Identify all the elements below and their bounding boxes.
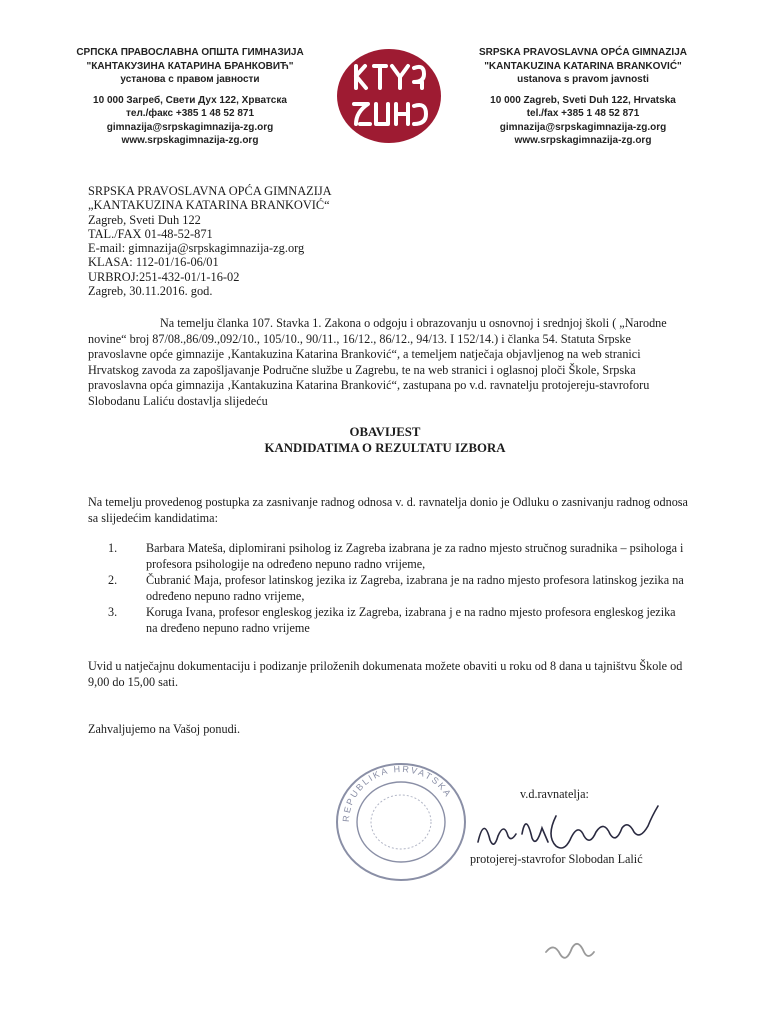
list-item-text: Čubranić Maja, profesor latinskog jezika iz Zagreba, izabrana je na radno mjesto profesora latinskog jezika na određeno nepuno radno vrijeme, [146, 573, 684, 603]
school-logo [334, 46, 444, 146]
list-item-number: 1. [108, 541, 118, 555]
sender-name: SRPSKA PRAVOSLAVNA OPĆA GIMNAZIJA [88, 184, 332, 198]
scribble-stroke [546, 944, 594, 958]
list-item [108, 541, 688, 572]
margin-scribble [540, 932, 600, 972]
list-item-number: 3. [108, 605, 118, 619]
notice-title [88, 425, 682, 456]
list-item-number: 2. [108, 573, 118, 587]
signature-stroke [478, 806, 658, 848]
header-cyrillic [60, 46, 320, 148]
decision-paragraph: Na temelju provedenog postupka za zasnivanje radnog odnosa v. d. ravnatelja donio je Odluku o zasnivanju radnog odnosa sa slijedećim kandidatima: [88, 495, 688, 525]
sender-address: Zagreb, Sveti Duh 122 [88, 212, 201, 227]
candidate-list [108, 541, 688, 637]
handwritten-signature [470, 804, 690, 854]
address-latin: 10 000 Zagreb, Sveti Duh 122, Hrvatska [490, 94, 676, 106]
list-item-text: Koruga Ivana, profesor engleskog jezika iz Zagreba, izabrana j e na radno mjesto profesora engleskog jezika na dređeno nepuno radno vrijeme [146, 605, 676, 635]
document-date: Zagreb, 30.11.2016. god. [88, 284, 213, 299]
school-subname-latin: "KANTAKUZINA KATARINA BRANKOVIĆ" [484, 60, 682, 72]
klasa: KLASA: 112-01/16-06/01 [88, 255, 219, 270]
header-latin [458, 46, 708, 148]
list-item-text: Barbara Mateša, diplomirani psiholog iz Zagreba izabrana je za radno mjesto stručnog suradnika – psihologa i profesora psihologije na određeno nepuno radno vrijeme, [146, 541, 684, 571]
notice-title-line2: KANDIDATIMA O REZULTATU IZBORA [264, 440, 506, 455]
intro-paragraph: Na temelju članka 107. Stavka 1. Zakona o odgoju i obrazovanju u osnovnoj i srednjoj školi ( „Narodne novine“ broj 87/08.,86/09.,092/10., 105/10., 90/11., 16/12., 86/12., 94/13. I 152/14.) i članka 54. Statuta Srpske pravoslavne opće gimnazije ‚Kantakuzina Katarina Branković“, a temeljem natječaja objavljenog na web stranici Hrvatskog zavoda za zapošljavanje Područne službe u Zagrebu, te na web stranici i oglasnoj ploči Škole, Srpska pravoslavna opća gimnazija ‚Kantakuzina Katarina Branković“, zastupana po v.d. ravnatelju protojereju-stavroforu Slobodanu Laliću dostavlja slijedeću [88, 316, 667, 408]
sender-block [88, 184, 488, 298]
stamp-inner-ring [357, 782, 445, 862]
list-item [108, 573, 688, 604]
phone-cyrillic: тел./факс +385 1 48 52 871 [125, 108, 255, 119]
logo-oval [337, 49, 441, 143]
official-stamp [326, 760, 476, 884]
stamp-center-ring [371, 795, 431, 849]
inspection-paragraph: Uvid u natječajnu dokumentaciju i podizanje priloženih dokumenata možete obaviti u roku od 8 dana u tajništvu Škole od 9,00 do 15,00 sati. [88, 659, 683, 689]
school-status-cyrillic: установа с правом јавности [120, 74, 260, 85]
urbroj: URBROJ:251-432-01/1-16-02 [88, 269, 240, 284]
sender-name-2: „KANTAKUZINA KATARINA BRANKOVIĆ“ [88, 198, 330, 213]
school-name-latin: SRPSKA PRAVOSLAVNA OPĆA GIMNAZIJA [479, 47, 687, 58]
school-name-cyrillic: СРПСКА ПРАВОСЛАВНА ОПШТА ГИМНАЗИЈА [76, 47, 304, 58]
school-subname-cyrillic: "КАНТАКУЗИНА КАТАРИНА БРАНКОВИЋ" [86, 60, 294, 72]
sender-email: E-mail: gimnazija@srpskagimnazija-zg.org [88, 241, 305, 256]
signature-title: v.d.ravnatelja: [520, 787, 589, 801]
list-item [108, 605, 688, 636]
sender-phone: TAL./FAX 01-48-52-871 [88, 226, 213, 241]
email-latin: gimnazija@srpskagimnazija-zg.org [499, 121, 667, 133]
web-latin: www.srpskagimnazija-zg.org [514, 135, 652, 146]
school-status-latin: ustanova s pravom javnosti [517, 74, 649, 85]
phone-latin: tel./fax +385 1 48 52 871 [526, 108, 640, 119]
email-cyrillic: gimnazija@srpskagimnazija-zg.org [106, 121, 274, 133]
signatory-name: protojerej-stavrofor Slobodan Lalić [470, 852, 643, 866]
web-cyrillic: www.srpskagimnazija-zg.org [121, 135, 259, 146]
notice-title-line1: OBAVIJEST [349, 425, 421, 439]
thanks-paragraph: Zahvaljujemo na Vašoj ponudi. [88, 722, 241, 736]
address-cyrillic: 10 000 Загреб, Свети Дух 122, Хрватска [93, 94, 287, 106]
stamp-text-path: REPUBLIKA HRVATSKA [340, 763, 454, 823]
